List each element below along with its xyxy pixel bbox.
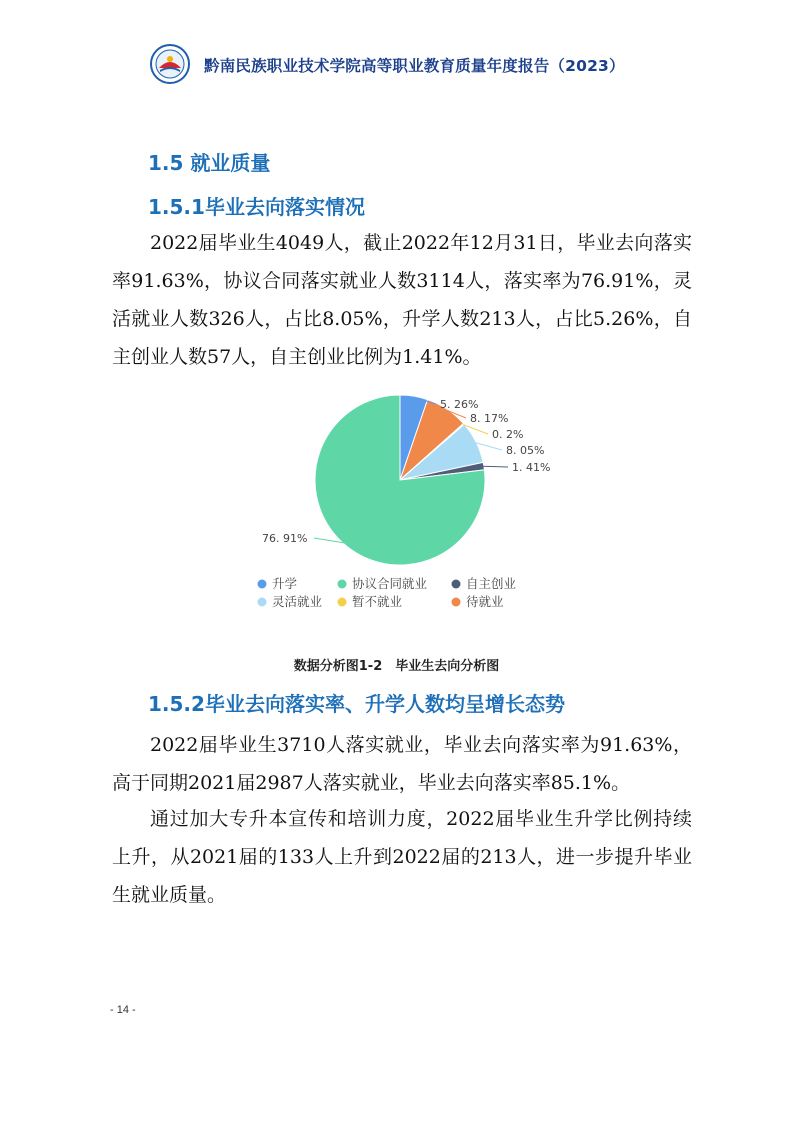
data-label-1: 8. 17%: [470, 412, 509, 425]
legend-label-0-2: 自主创业: [466, 576, 517, 591]
legend-marker-1-1: [338, 598, 347, 607]
school-logo-icon: [150, 44, 190, 84]
data-label-0: 5. 26%: [440, 398, 479, 411]
page-header: [0, 42, 793, 88]
legend-marker-0-0: [258, 580, 267, 589]
page-number: - 14 -: [110, 1004, 136, 1016]
section-title: 1.5 就业质量: [148, 151, 271, 175]
data-label-5: 76. 91%: [262, 532, 308, 545]
legend-marker-0-1: [338, 580, 347, 589]
data-label-4: 1. 41%: [512, 461, 551, 474]
figure-caption: 数据分析图1-2 毕业生去向分析图: [293, 659, 500, 674]
paragraph-destination: 2022届毕业生4049人，截止2022年12月31日，毕业去向落实率91.63%，协议合同落实就业人数3114人，落实率为76.91%，灵活就业人数326人，占比8.05%，升学人数213人，占比5.26%，自主创业人数57人，自主创业比例为1.41%。: [112, 232, 692, 368]
paragraph-growth-1: 2022届毕业生3710人落实就业，毕业去向落实率为91.63%，高于同期2021届2987人落实就业，毕业去向落实率85.1%。: [112, 734, 692, 794]
legend-label-1-1: 暂不就业: [352, 594, 403, 609]
paragraph-growth-2: 通过加大专升本宣传和培训力度，2022届毕业生升学比例持续上升，从2021届的133人上升到2022届的213人，进一步提升毕业生就业质量。: [112, 808, 692, 906]
legend-label-1-0: 灵活就业: [272, 594, 323, 609]
leader-line-4: [483, 466, 508, 467]
subsection-title-destination: 1.5.1毕业去向落实情况: [148, 195, 365, 219]
legend-label-1-2: 待就业: [466, 594, 504, 609]
legend-label-0-1: 协议合同就业: [352, 576, 428, 591]
data-label-2: 0. 2%: [492, 428, 524, 441]
legend-marker-1-2: [452, 598, 461, 607]
graduate-destination-pie-chart: [230, 380, 570, 620]
legend-label-0-0: 升学: [272, 576, 298, 591]
data-label-3: 8. 05%: [506, 444, 545, 457]
pie-chart-svg: [230, 380, 570, 620]
report-title: 黔南民族职业技术学院高等职业教育质量年度报告（2023）: [204, 57, 625, 75]
legend-marker-0-2: [452, 580, 461, 589]
subsection-title-growth: 1.5.2毕业去向落实率、升学人数均呈增长态势: [148, 692, 565, 716]
legend-marker-1-0: [258, 598, 267, 607]
